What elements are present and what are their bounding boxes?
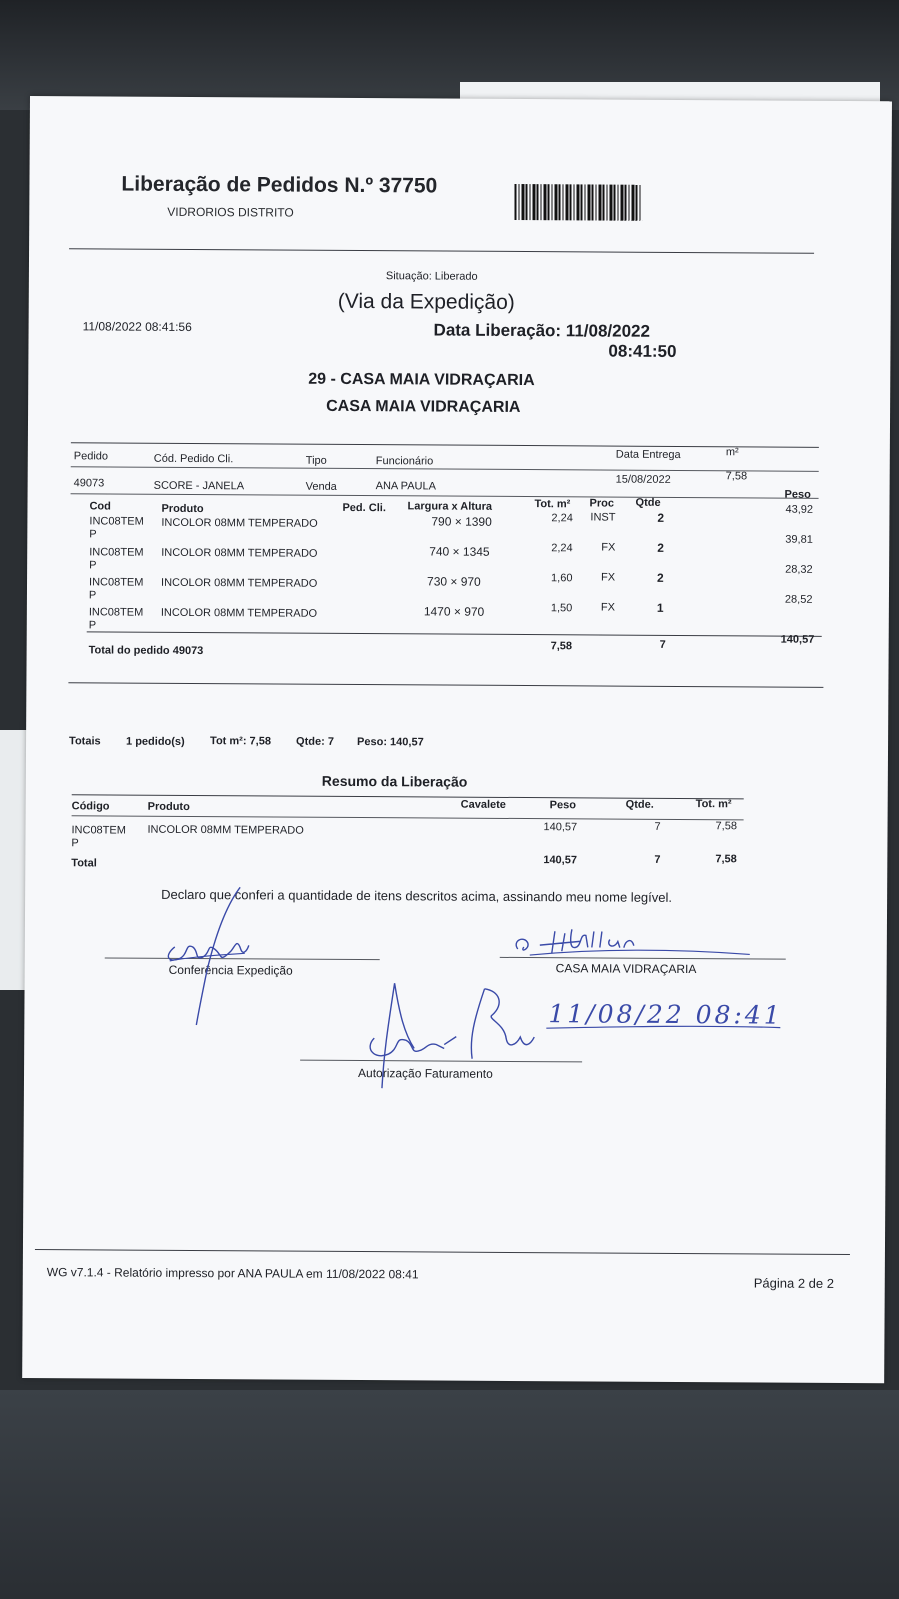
summary-row-peso: 140,57 xyxy=(543,821,578,834)
item-proc: FX xyxy=(601,571,616,584)
col-funcionario: Funcionário xyxy=(375,455,434,468)
items-col-dims: Largura x Altura xyxy=(407,500,493,513)
item-cod: INC08TEM xyxy=(88,606,144,619)
summary-col-codigo: Código xyxy=(71,800,110,813)
summary-row-cod-suffix: P xyxy=(71,837,79,850)
items-col-qtde: Qtde xyxy=(635,496,661,509)
order-top-line xyxy=(71,442,819,448)
item-cod-suffix: P xyxy=(89,559,97,572)
summary-total-qtde: 7 xyxy=(654,853,661,866)
signature-label-center: Autorização Faturamento xyxy=(357,1066,493,1081)
item-qtde: 2 xyxy=(657,570,664,585)
order-total-qtde: 7 xyxy=(659,638,666,651)
summary-col-produto: Produto xyxy=(147,800,190,813)
signature-conferencia xyxy=(144,877,285,1028)
summary-total-label: Total xyxy=(71,857,97,870)
signature-label-right: CASA MAIA VIDRAÇARIA xyxy=(555,961,697,977)
summary-col-cavalete: Cavalete xyxy=(460,798,506,811)
item-tot: 2,24 xyxy=(551,512,573,525)
items-col-produto: Produto xyxy=(161,502,204,516)
items-col-proc: Proc xyxy=(589,497,615,510)
summary-row-qtde: 7 xyxy=(654,820,661,833)
item-dims: 790 × 1390 xyxy=(431,514,492,529)
col-cod-cli: Cód. Pedido Cli. xyxy=(153,452,234,466)
summary-header-line xyxy=(72,815,744,820)
footer-page-number: Página 2 de 2 xyxy=(753,1275,835,1291)
items-col-peso: Peso xyxy=(784,488,811,501)
col-tipo: Tipo xyxy=(305,454,327,467)
order-tipo: Venda xyxy=(305,480,337,493)
item-cod-suffix: P xyxy=(89,528,97,541)
item-dims: 730 × 970 xyxy=(426,574,481,589)
signature-casa-maia xyxy=(510,919,760,971)
totals-peso: Peso: 140,57 xyxy=(357,736,424,749)
item-produto: INCOLOR 08MM TEMPERADO xyxy=(160,576,318,590)
item-tot: 2,24 xyxy=(551,542,573,555)
totals-m2: Tot m²: 7,58 xyxy=(210,735,272,748)
item-produto: INCOLOR 08MM TEMPERADO xyxy=(161,546,318,560)
summary-col-tot: Tot. m² xyxy=(695,798,732,811)
order-m2: 7,58 xyxy=(725,470,748,483)
order-header-line xyxy=(71,466,819,472)
document-page xyxy=(22,96,892,1383)
item-proc: INST xyxy=(590,511,616,524)
item-cod: INC08TEM xyxy=(88,576,144,589)
items-bottom-line xyxy=(68,682,823,688)
summary-title: Resumo da Liberação xyxy=(321,772,468,790)
order-cod-cli: SCORE - JANELA xyxy=(153,479,245,493)
footer-left-text: WG v7.1.4 - Relatório impresso por ANA PAULA em 11/08/2022 08:41 xyxy=(46,1265,419,1282)
situation-text: Situação: Liberado xyxy=(385,270,478,283)
col-data-entrega: Data Entrega xyxy=(615,448,681,461)
order-data-entrega: 15/08/2022 xyxy=(615,473,671,486)
item-proc: FX xyxy=(600,601,615,614)
item-produto: INCOLOR 08MM TEMPERADO xyxy=(161,516,318,530)
client-line-1: 29 - CASA MAIA VIDRAÇARIA xyxy=(308,370,535,390)
footer-divider xyxy=(35,1249,850,1255)
item-cod-suffix: P xyxy=(88,589,97,602)
summary-row-cod: INC08TEM xyxy=(71,824,126,837)
item-peso: 39,81 xyxy=(785,533,813,546)
release-time: 08:41:50 xyxy=(608,341,677,361)
summary-col-peso: Peso xyxy=(549,799,577,812)
barcode-icon xyxy=(514,184,642,221)
order-funcionario: ANA PAULA xyxy=(375,480,436,493)
summary-row-tot: 7,58 xyxy=(715,820,738,833)
order-total-label: Total do pedido 49073 xyxy=(88,644,204,658)
items-col-cod: Cod xyxy=(89,500,111,513)
summary-total-peso: 140,57 xyxy=(543,854,578,867)
item-peso: 28,52 xyxy=(784,593,813,606)
order-pedido: 49073 xyxy=(73,477,105,490)
print-datetime: 11/08/2022 08:41:56 xyxy=(82,319,192,334)
items-col-ped-cli: Ped. Cli. xyxy=(342,501,386,515)
background-bottom xyxy=(0,1390,899,1599)
totals-qtde: Qtde: 7 xyxy=(296,735,335,748)
item-produto: INCOLOR 08MM TEMPERADO xyxy=(160,606,318,620)
item-peso: 43,92 xyxy=(785,503,814,516)
company-name: VIDRORIOS DISTRITO xyxy=(167,204,294,220)
item-tot: 1,60 xyxy=(551,572,573,585)
release-date: Data Liberação: 11/08/2022 xyxy=(433,320,651,341)
signature-label-left: Conferência Expedição xyxy=(168,962,293,978)
summary-row-produto: INCOLOR 08MM TEMPERADO xyxy=(147,823,304,837)
document-title: Liberação de Pedidos N.º 37750 xyxy=(121,172,438,198)
header-divider xyxy=(69,248,814,254)
handwritten-date: 11/08/22 08:41 xyxy=(548,999,783,1030)
item-qtde: 1 xyxy=(656,600,664,615)
item-dims: 740 × 1345 xyxy=(429,544,490,559)
col-m2: m² xyxy=(725,446,739,459)
item-cod-suffix: P xyxy=(88,619,97,632)
order-total-peso: 140,57 xyxy=(780,633,815,646)
item-cod: INC08TEM xyxy=(89,515,144,528)
item-qtde: 2 xyxy=(657,540,664,555)
items-total-line xyxy=(87,631,822,636)
col-pedido: Pedido xyxy=(73,450,109,463)
summary-total-tot: 7,58 xyxy=(715,853,737,866)
summary-col-qtde: Qtde. xyxy=(625,798,654,811)
item-dims: 1470 × 970 xyxy=(423,604,485,619)
totals-label: Totais xyxy=(69,735,101,748)
items-col-tot: Tot. m² xyxy=(534,498,571,511)
totals-pedidos: 1 pedido(s) xyxy=(126,735,185,748)
order-values-line xyxy=(71,493,819,499)
declaration-text: Declaro que conferi a quantidade de itens descritos acima, assinando meu nome legível. xyxy=(161,886,673,905)
item-cod: INC08TEM xyxy=(89,546,144,559)
item-qtde: 2 xyxy=(657,510,665,525)
item-proc: FX xyxy=(601,541,616,554)
order-total-tot: 7,58 xyxy=(550,640,573,653)
item-peso: 28,32 xyxy=(785,563,813,576)
signature-autorizacao xyxy=(344,978,555,1099)
client-line-2: CASA MAIA VIDRAÇARIA xyxy=(326,397,521,417)
copy-type: (Via da Expedição) xyxy=(337,289,515,314)
item-tot: 1,50 xyxy=(550,602,573,615)
